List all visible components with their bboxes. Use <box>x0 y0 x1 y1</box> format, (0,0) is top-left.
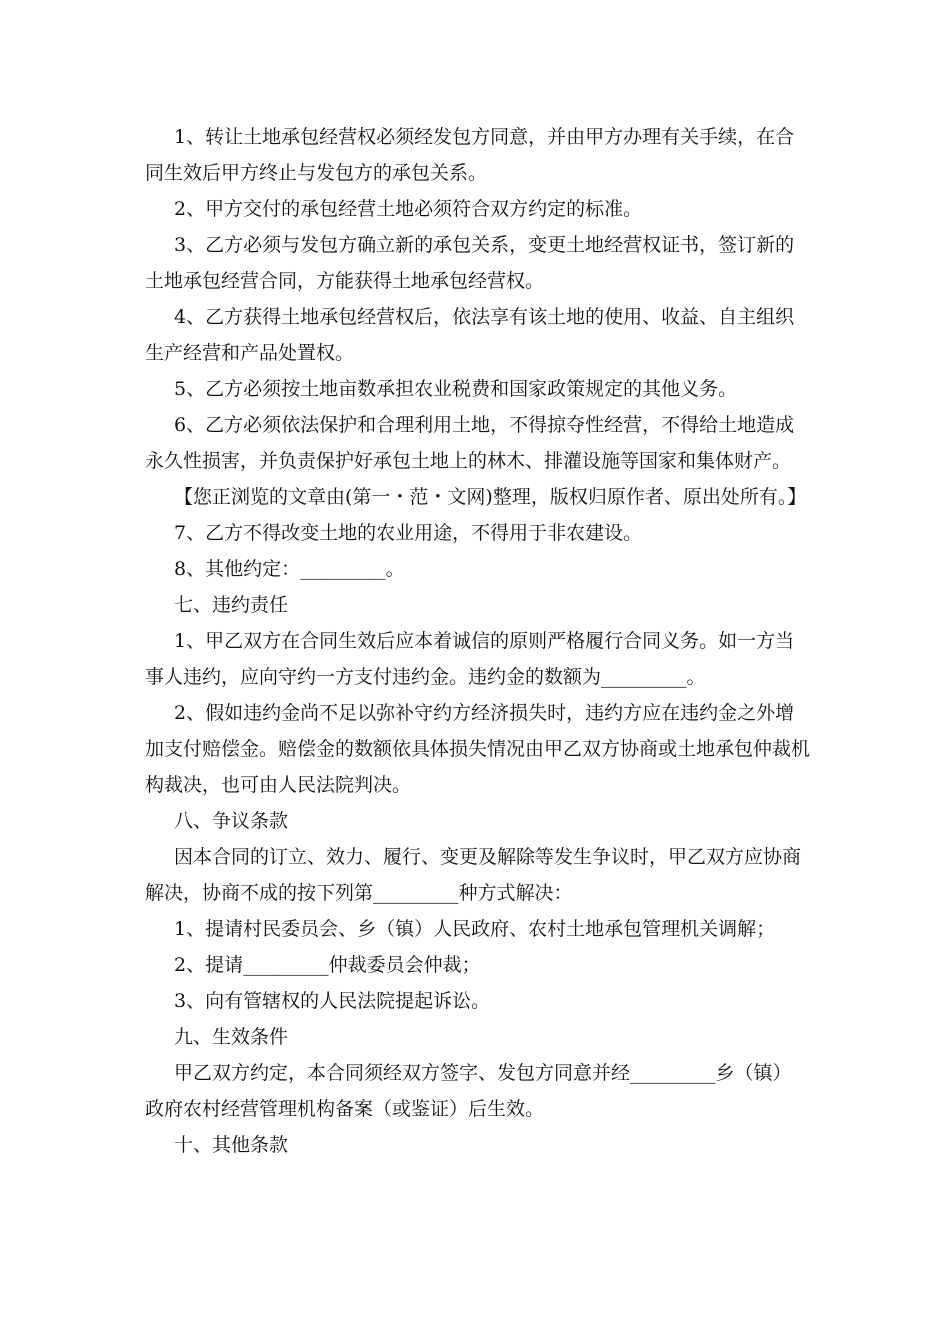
clause-land-standard: 2、甲方交付的承包经营土地必须符合双方约定的标准。 <box>174 198 643 220</box>
section-heading-effective: 九、生效条件 <box>174 1026 289 1048</box>
section-heading-other: 十、其他条款 <box>174 1134 289 1156</box>
document-body <box>145 119 810 1163</box>
clause-tax-obligations: 5、乙方必须按土地亩数承担农业税费和国家政策规定的其他义务。 <box>174 378 738 400</box>
clause-usage-rights: 4、乙方获得土地承包经营权后，依法享有该土地的使用、收益、自主组织生产经营和产品处置权。 <box>145 306 795 364</box>
clause-transfer-consent: 1、转让土地承包经营权必须经发包方同意，并由甲方办理有关手续，在合同生效后甲方终止与发包方的承包关系。 <box>145 126 795 184</box>
section-heading-dispute: 八、争议条款 <box>174 810 289 832</box>
clause-new-contract: 3、乙方必须与发包方确立新的承包关系，变更土地经营权证书，签订新的土地承包经营合同，方能获得土地承包经营权。 <box>145 234 795 292</box>
section-heading-breach: 七、违约责任 <box>174 594 289 616</box>
clause-effective-conditions: 甲乙双方约定，本合同须经双方签字、发包方同意并经_________乡（镇）政府农村经营管理机构备案（或鉴证）后生效。 <box>145 1062 792 1120</box>
clause-dispute-resolution: 因本合同的订立、效力、履行、变更及解除等发生争议时，甲乙双方应协商解决，协商不成的按下列第_________种方式解决： <box>145 846 802 904</box>
clause-land-protection: 6、乙方必须依法保护和合理利用土地，不得掠夺性经营，不得给土地造成永久性损害，并负责保护好承包土地上的林木、排灌设施等国家和集体财产。 <box>145 414 795 472</box>
dispute-option-arbitration: 2、提请_________仲裁委员会仲裁； <box>174 954 481 976</box>
clause-other-agreements: 8、其他约定：_________。 <box>174 558 405 580</box>
copyright-notice: 【您正浏览的文章由(第一・范・文网)整理，版权归原作者、原出处所有。】 <box>174 486 807 508</box>
clause-penalty: 1、甲乙双方在合同生效后应本着诚信的原则严格履行合同义务。如一方当事人违约，应向守约一方支付违约金。违约金的数额为_________。 <box>145 630 795 688</box>
clause-agricultural-use: 7、乙方不得改变土地的农业用途，不得用于非农建设。 <box>174 522 643 544</box>
dispute-option-litigation: 3、向有管辖权的人民法院提起诉讼。 <box>174 990 491 1012</box>
clause-compensation: 2、假如违约金尚不足以弥补守约方经济损失时，违约方应在违约金之外增加支付赔偿金。赔偿金的数额依具体损失情况由甲乙双方协商或土地承包仲裁机构裁决，也可由人民法院判决。 <box>145 702 811 796</box>
dispute-option-mediation: 1、提请村民委员会、乡（镇）人民政府、农村土地承包管理机关调解； <box>174 918 776 940</box>
